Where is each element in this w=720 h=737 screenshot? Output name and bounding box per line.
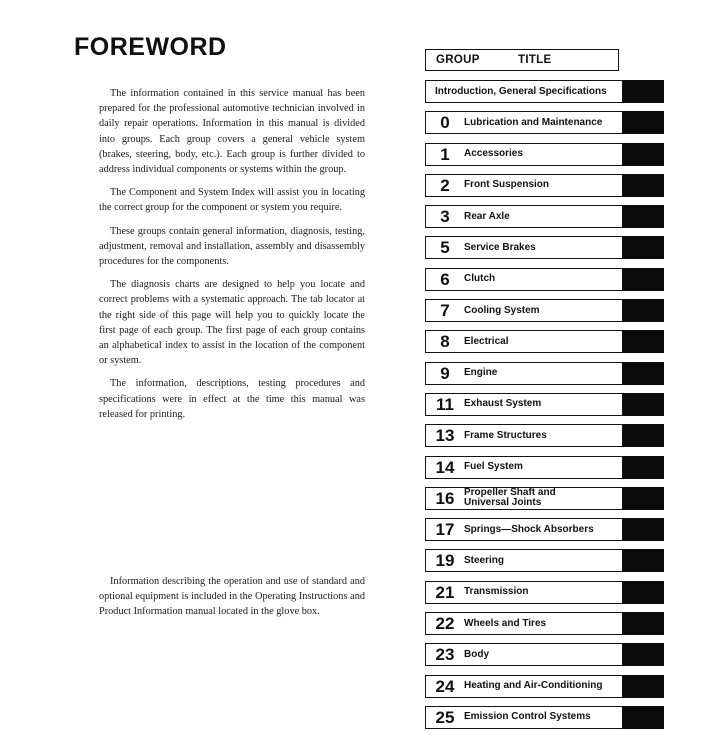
group-number: 16 — [435, 488, 455, 508]
group-label: Cooling System — [464, 304, 540, 316]
tab-marker[interactable] — [622, 612, 664, 635]
group-label: Introduction, General Specifications — [435, 85, 607, 97]
group-number: 5 — [440, 238, 450, 258]
tab-marker[interactable] — [622, 487, 664, 510]
index-box — [425, 393, 622, 416]
index-row[interactable] — [425, 675, 720, 698]
group-number: 0 — [440, 113, 450, 133]
tab-marker[interactable] — [622, 362, 664, 385]
group-label: Body — [464, 648, 489, 660]
header-title: TITLE — [518, 54, 552, 66]
index-row[interactable] — [425, 706, 720, 729]
group-number: 19 — [435, 551, 455, 571]
group-label: Frame Structures — [464, 429, 547, 441]
index-row[interactable] — [425, 143, 720, 166]
paragraph: The information contained in this service manual has been prepared for the professional automotive technician involved in daily repair operations. Information in this manual is divided into groups. Each group covers a general vehicle system (brakes, steering, body, etc.). Each group is further divided to address individual components or systems within the group. — [99, 88, 365, 176]
index-row[interactable] — [425, 174, 720, 197]
index-box — [425, 205, 622, 228]
equipment-note — [99, 574, 365, 628]
group-number: 2 — [440, 175, 450, 195]
group-label: Steering — [464, 554, 505, 566]
index-row[interactable] — [425, 205, 720, 228]
group-number: 13 — [435, 426, 455, 446]
index-row[interactable] — [425, 424, 720, 447]
tab-marker[interactable] — [622, 456, 664, 479]
index-row[interactable] — [425, 456, 720, 479]
index-box — [425, 706, 622, 729]
tab-marker[interactable] — [622, 675, 664, 698]
group-label: Electrical — [464, 335, 509, 347]
group-label: Front Suspension — [464, 179, 549, 191]
index-box — [425, 549, 622, 572]
page-title: FOREWORD — [74, 33, 227, 61]
tab-marker[interactable] — [622, 174, 664, 197]
group-label: Fuel System — [464, 461, 523, 473]
index-box — [425, 362, 622, 385]
index-row[interactable] — [425, 549, 720, 572]
tab-marker[interactable] — [622, 80, 664, 103]
tab-marker[interactable] — [622, 268, 664, 291]
paragraph: Information describing the operation and use of standard and optional equipment is included in the Operating Instructions and Product Information manual located in the glove box. — [99, 576, 365, 618]
tab-marker[interactable] — [622, 706, 664, 729]
index-row[interactable] — [425, 362, 720, 385]
foreword-text — [99, 86, 365, 430]
index-header — [425, 49, 619, 71]
group-label: Emission Control Systems — [464, 711, 591, 723]
group-label: Heating and Air-Conditioning — [464, 680, 603, 692]
group-tab-index — [425, 49, 720, 737]
group-number: 22 — [435, 614, 455, 634]
index-box — [425, 518, 622, 541]
group-number: 7 — [440, 301, 450, 321]
index-box — [425, 581, 622, 604]
group-label: Transmission — [464, 586, 529, 598]
index-box — [425, 487, 622, 510]
group-number: 3 — [440, 207, 450, 227]
paragraph: These groups contain general information, diagnosis, testing, adjustment, removal and installation, assembly and disassembly procedures for the components. — [99, 225, 365, 268]
group-label: Engine — [464, 367, 498, 379]
tab-marker[interactable] — [622, 236, 664, 259]
group-number: 25 — [435, 707, 455, 727]
tab-marker[interactable] — [622, 518, 664, 541]
index-box — [425, 143, 622, 166]
group-number: 11 — [436, 394, 454, 414]
paragraph: The Component and System Index will assist you in locating the correct group for the component or system you require. — [99, 187, 365, 214]
group-number: 14 — [435, 457, 455, 477]
tab-marker[interactable] — [622, 330, 664, 353]
index-row[interactable] — [425, 612, 720, 635]
group-label: Rear Axle — [464, 210, 510, 222]
group-label: Wheels and Tires — [464, 617, 547, 629]
index-box — [425, 80, 622, 103]
tab-marker[interactable] — [622, 299, 664, 322]
tab-marker[interactable] — [622, 143, 664, 166]
index-row[interactable] — [425, 518, 720, 541]
index-row-intro[interactable] — [425, 80, 720, 103]
tab-marker[interactable] — [622, 549, 664, 572]
index-box — [425, 268, 622, 291]
tab-marker[interactable] — [622, 424, 664, 447]
header-group: GROUP — [436, 54, 480, 66]
index-box — [425, 456, 622, 479]
tab-marker[interactable] — [622, 581, 664, 604]
index-row[interactable] — [425, 393, 720, 416]
index-box — [425, 111, 622, 134]
paragraph: The information, descriptions, testing procedures and specifications were in effect at the time this manual was released for printing. — [99, 378, 365, 420]
group-label: Clutch — [464, 273, 496, 285]
index-box — [425, 330, 622, 353]
group-label: Service Brakes — [464, 241, 536, 253]
tab-marker[interactable] — [622, 393, 664, 416]
index-row[interactable] — [425, 236, 720, 259]
index-box — [425, 299, 622, 322]
index-box — [425, 424, 622, 447]
group-label: Accessories — [464, 148, 523, 160]
group-label: Propeller Shaft and Universal Joints — [464, 487, 556, 509]
tab-marker[interactable] — [622, 205, 664, 228]
index-row[interactable] — [425, 487, 720, 510]
group-number: 9 — [440, 363, 450, 383]
group-number: 23 — [435, 645, 455, 665]
index-row[interactable] — [425, 268, 720, 291]
index-box — [425, 675, 622, 698]
tab-marker[interactable] — [622, 111, 664, 134]
group-label: Springs—Shock Absorbers — [464, 523, 594, 535]
index-box — [425, 174, 622, 197]
index-box — [425, 612, 622, 635]
group-label: Lubrication and Maintenance — [464, 116, 603, 128]
index-box — [425, 236, 622, 259]
index-row[interactable] — [425, 330, 720, 353]
group-number: 24 — [435, 676, 455, 696]
group-number: 6 — [440, 269, 450, 289]
index-row[interactable] — [425, 581, 720, 604]
group-label: Exhaust System — [464, 398, 542, 410]
index-row[interactable] — [425, 111, 720, 134]
group-number: 8 — [440, 332, 450, 352]
group-number: 1 — [440, 144, 450, 164]
index-row[interactable] — [425, 643, 720, 666]
index-row[interactable] — [425, 299, 720, 322]
index-box — [425, 643, 622, 666]
tab-marker[interactable] — [622, 643, 664, 666]
group-number: 21 — [435, 582, 455, 602]
paragraph: The diagnosis charts are designed to help you locate and correct problems with a systematic approach. The tab locator at the right side of this page will help you to quickly locate the first page of each group. The first page of each group contains an alphabetical index to assist in the location of the component or system. — [99, 279, 365, 367]
group-number: 17 — [435, 520, 455, 540]
